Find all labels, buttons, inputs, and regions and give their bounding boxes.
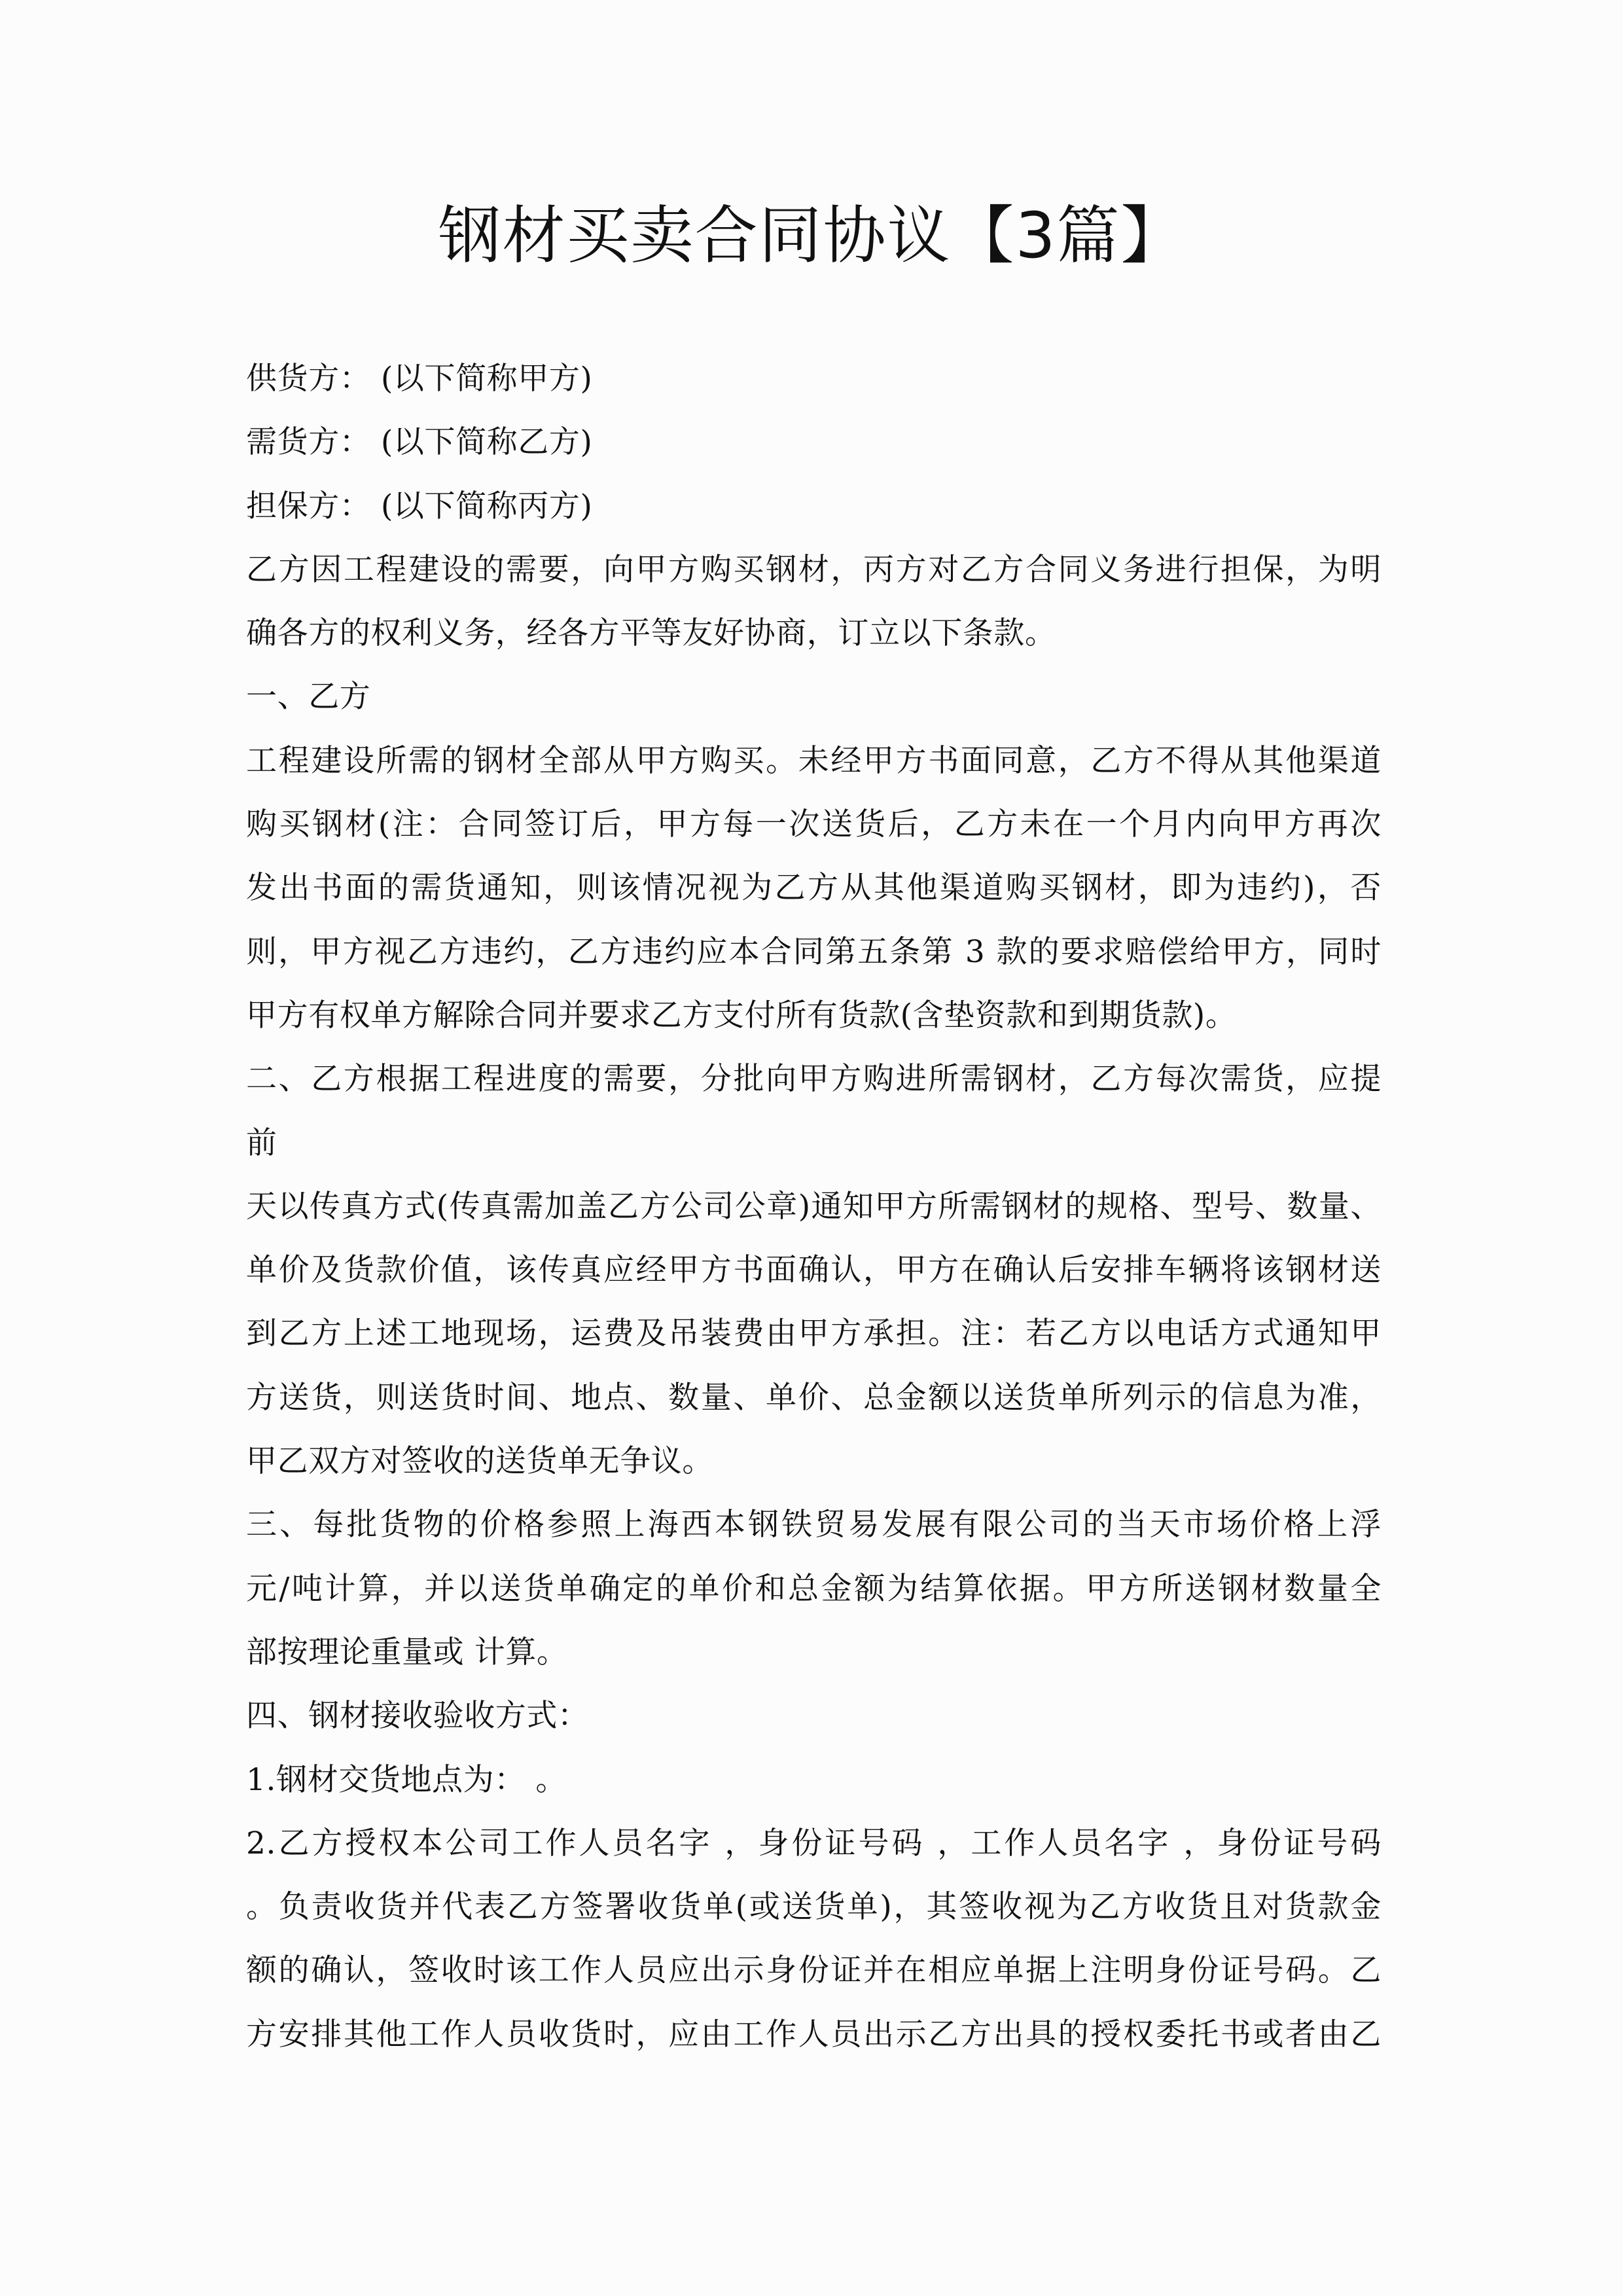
section-1-line: 发出书面的需货通知，则该情况视为乙方从其他渠道购买钢材，即为违约)，否 [246,870,1382,906]
party-guarantor-line: 担保方： (以下简称丙方) [246,488,593,524]
preamble-line: 确各方的权利义务，经各方平等友好协商，订立以下条款。 [246,615,1056,652]
section-3-line: 元/吨计算，并以送货单确定的单价和总金额为结算依据。甲方所送钢材数量全 [246,1570,1382,1607]
section-3-line: 三、每批货物的价格参照上海西本钢铁贸易发展有限公司的当天市场价格上浮 [246,1507,1382,1543]
section-1-line: 甲方有权单方解除合同并要求乙方支付所有货款(含垫资款和到期货款)。 [246,997,1237,1033]
section-4-item-2-line: 。负责收货并代表乙方签署收货单(或送货单)，其签收视为乙方收货且对货款金 [246,1889,1382,1926]
section-heading-1: 一、乙方 [246,679,371,715]
document-body [246,347,1382,2066]
section-2-line: 方送货，则送货时间、地点、数量、单价、总金额以送货单所列示的信息为准， [246,1379,1382,1416]
section-2-line: 单价及货款价值，该传真应经甲方书面确认，甲方在确认后安排车辆将该钢材送 [246,1252,1382,1289]
party-buyer-line: 需货方： (以下简称乙方) [246,424,593,461]
section-1-line: 工程建设所需的钢材全部从甲方购买。未经甲方书面同意，乙方不得从其他渠道 [246,742,1382,779]
section-2-line: 前 [246,1124,277,1161]
party-supplier-line: 供货方： (以下简称甲方) [246,361,593,397]
preamble-line: 乙方因工程建设的需要，向甲方购买钢材，丙方对乙方合同义务进行担保，为明 [246,551,1382,588]
section-2-line: 天以传真方式(传真需加盖乙方公司公章)通知甲方所需钢材的规格、型号、数量、 [246,1188,1382,1225]
section-4-item-1: 1.钢材交货地点为： 。 [246,1761,567,1798]
section-4-item-2-line: 2.乙方授权本公司工作人员名字 ，身份证号码 ，工作人员名字 ，身份证号码 [246,1825,1382,1861]
document-title: 钢材买卖合同协议【3篇】 [438,199,1185,272]
section-2-line: 二、乙方根据工程进度的需要，分批向甲方购进所需钢材，乙方每次需货，应提 [246,1061,1382,1098]
section-3-line: 部按理论重量或 计算。 [246,1634,568,1670]
section-1-line: 购买钢材(注：合同签订后，甲方每一次送货后，乙方未在一个月内向甲方再次 [246,806,1382,843]
section-4-item-2-line: 额的确认，签收时该工作人员应出示身份证并在相应单据上注明身份证号码。乙 [246,1952,1382,1989]
section-1-line: 则，甲方视乙方违约，乙方违约应本合同第五条第 3 款的要求赔偿给甲方，同时 [246,933,1382,970]
section-heading-4: 四、钢材接收验收方式： [246,1698,589,1734]
section-2-line: 甲乙双方对签收的送货单无争议。 [246,1443,713,1480]
section-4-item-2-line: 方安排其他工作人员收货时，应由工作人员出示乙方出具的授权委托书或者由乙 [246,2016,1382,2053]
section-2-line: 到乙方上述工地现场，运费及吊装费由甲方承担。注：若乙方以电话方式通知甲 [246,1316,1382,1352]
